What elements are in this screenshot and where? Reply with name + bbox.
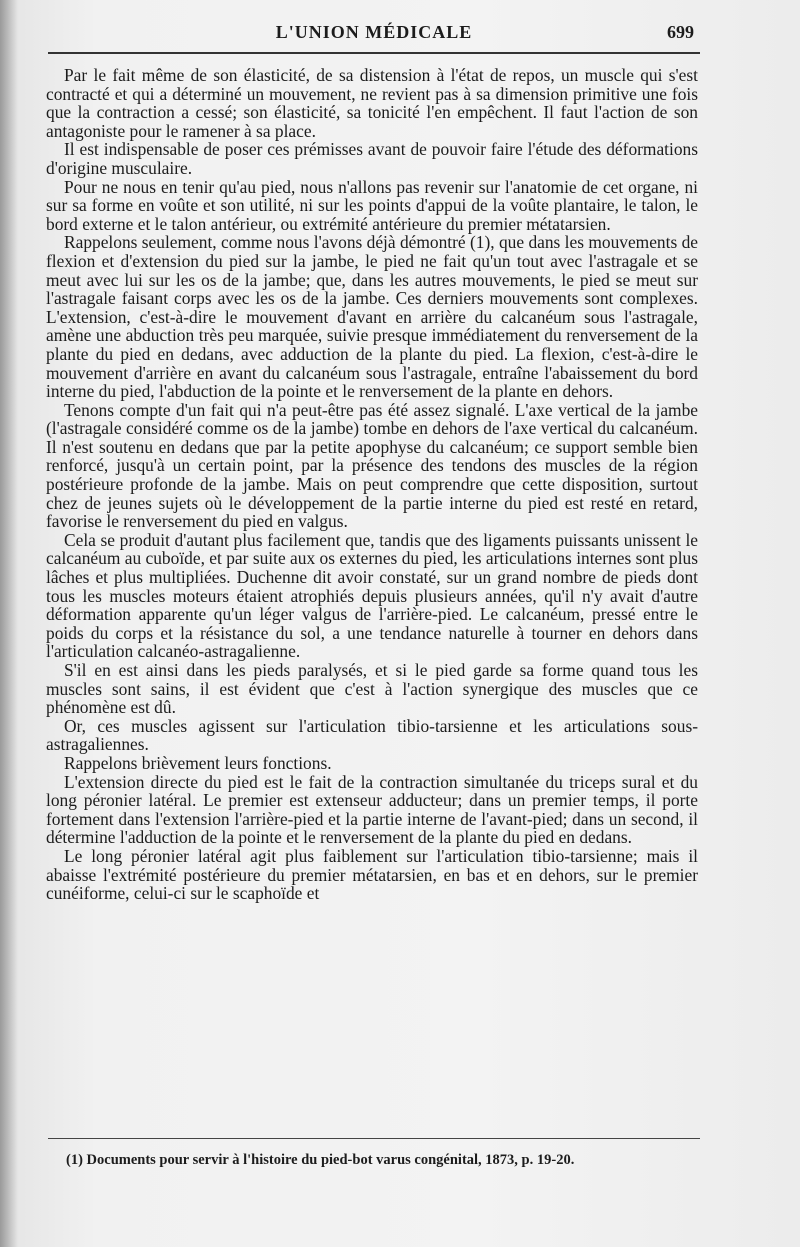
paragraph: Tenons compte d'un fait qui n'a peut-être pas été assez signalé. L'axe vertical de la jambe (l'astragale considéré comme os de la jambe) tombe en dehors de l'axe vertical du calcanéum. Il n'est soutenu en dedans que par la petite apophyse du calcanéum; ce support semble bien renforcé, jusqu'à un certain point, par la présence des tendons des muscles de la région postérieure profonde de la jambe. Mais on peut comprendre que cette disposition, surtout chez de jeunes sujets où le développement de la partie interne du pied est resté en retard, favorise le renversement du pied en valgus.	[46, 399, 698, 532]
paragraph: Le long péronier latéral agit plus faiblement sur l'articulation tibio-tarsienne; mais il abaisse l'extrémité postérieure du premier métatarsien, en bas et en dehors, sur le premier cunéiforme, celui-ci sur le scaphoïde et	[46, 845, 698, 904]
footnote: (1) Documents pour servir à l'histoire du pied-bot varus congénital, 1873, p. 19-20.	[66, 1152, 575, 1168]
article-body	[46, 66, 698, 903]
paragraph: Cela se produit d'autant plus facilement que, tandis que des ligaments puissants unissent le calcanéum au cuboïde, et par suite aux os externes du pied, les articulations internes sont plus lâches et plus multipliées. Duchenne dit avoir constaté, sur un grand nombre de pieds dont tous les muscles moteurs étaient atrophiés depuis plusieurs années, qu'il n'y avait d'autre déformation apparente qu'un léger valgus de l'arrière-pied. Le calcanéum, pressé entre le poids du corps et la résistance du sol, a une tendance naturelle à tourner en dehors dans l'articulation calcanéo-astragalienne.	[46, 529, 698, 662]
paragraph: Rappelons brièvement leurs fonctions.	[64, 752, 332, 773]
paragraph: Il est indispensable de poser ces prémisses avant de pouvoir faire l'étude des déformations d'origine musculaire.	[46, 139, 698, 178]
paragraph: Or, ces muscles agissent sur l'articulation tibio-tarsienne et les articulations sous-astragaliennes.	[46, 715, 698, 755]
paragraph: L'extension directe du pied est le fait de la contraction simultanée du triceps sural et du long péronier latéral. Le premier est extenseur adducteur; dans un premier temps, il porte fortement dans l'extension l'arrière-pied et la partie interne de l'avant-pied; dans un second, il détermine l'adduction de la pointe et le renversement de la plante du pied en dedans.	[46, 771, 698, 848]
running-header	[50, 22, 698, 50]
page-number: 699	[667, 22, 694, 42]
binding-shadow	[0, 0, 18, 1247]
footnote-rule	[48, 1138, 700, 1139]
journal-title: L'UNION MÉDICALE	[275, 22, 473, 42]
header-rule	[48, 52, 700, 54]
paragraph: Pour ne nous en tenir qu'au pied, nous n'allons pas revenir sur l'anatomie de cet organe, ni sur sa forme en voûte et son utilité, ni sur les points d'appui de la voûte plantaire, le talon, le bord externe et le talon antérieur, ou extrémité antérieure du premier métatarsien.	[46, 176, 698, 234]
paragraph: S'il en est ainsi dans les pieds paralysés, et si le pied garde sa forme quand tous les muscles sont sains, il est évident que c'est à l'action synergique des muscles que ce phénomène est dû.	[46, 660, 698, 718]
paragraph: Par le fait même de son élasticité, de sa distension à l'état de repos, un muscle qui s'est contracté et qui a déterminé un mouvement, ne revient pas à sa dimension primitive une fois que la contraction a cessé; son élasticité, sa tonicité l'en empêchent. Il faut l'action de son antagoniste pour le ramener à sa place.	[46, 65, 698, 141]
paragraph: Rappelons seulement, comme nous l'avons déjà démontré (1), que dans les mouvements de flexion et d'extension du pied sur la jambe, le pied ne fait qu'un tout avec l'astragale et se meut avec lui sur les os de la jambe; que, dans les autres mouvements, le pied se meut sur l'astragale faisant corps avec les os de la jambe. Ces derniers mouvements sont complexes. L'extension, c'est-à-dire le mouvement d'avant en arrière du calcanéum sous l'astragale, amène une abduction très peu marquée, suivie presque immédiatement du renversement de la plante du pied en dedans, avec adduction de la plante du pied. La flexion, c'est-à-dire le mouvement d'arrière en avant du calcanéum sous l'astragale, entraîne l'abaissement du bord interne du pied, l'abduction de la pointe et le renversement de la plante en dehors.	[46, 232, 698, 402]
